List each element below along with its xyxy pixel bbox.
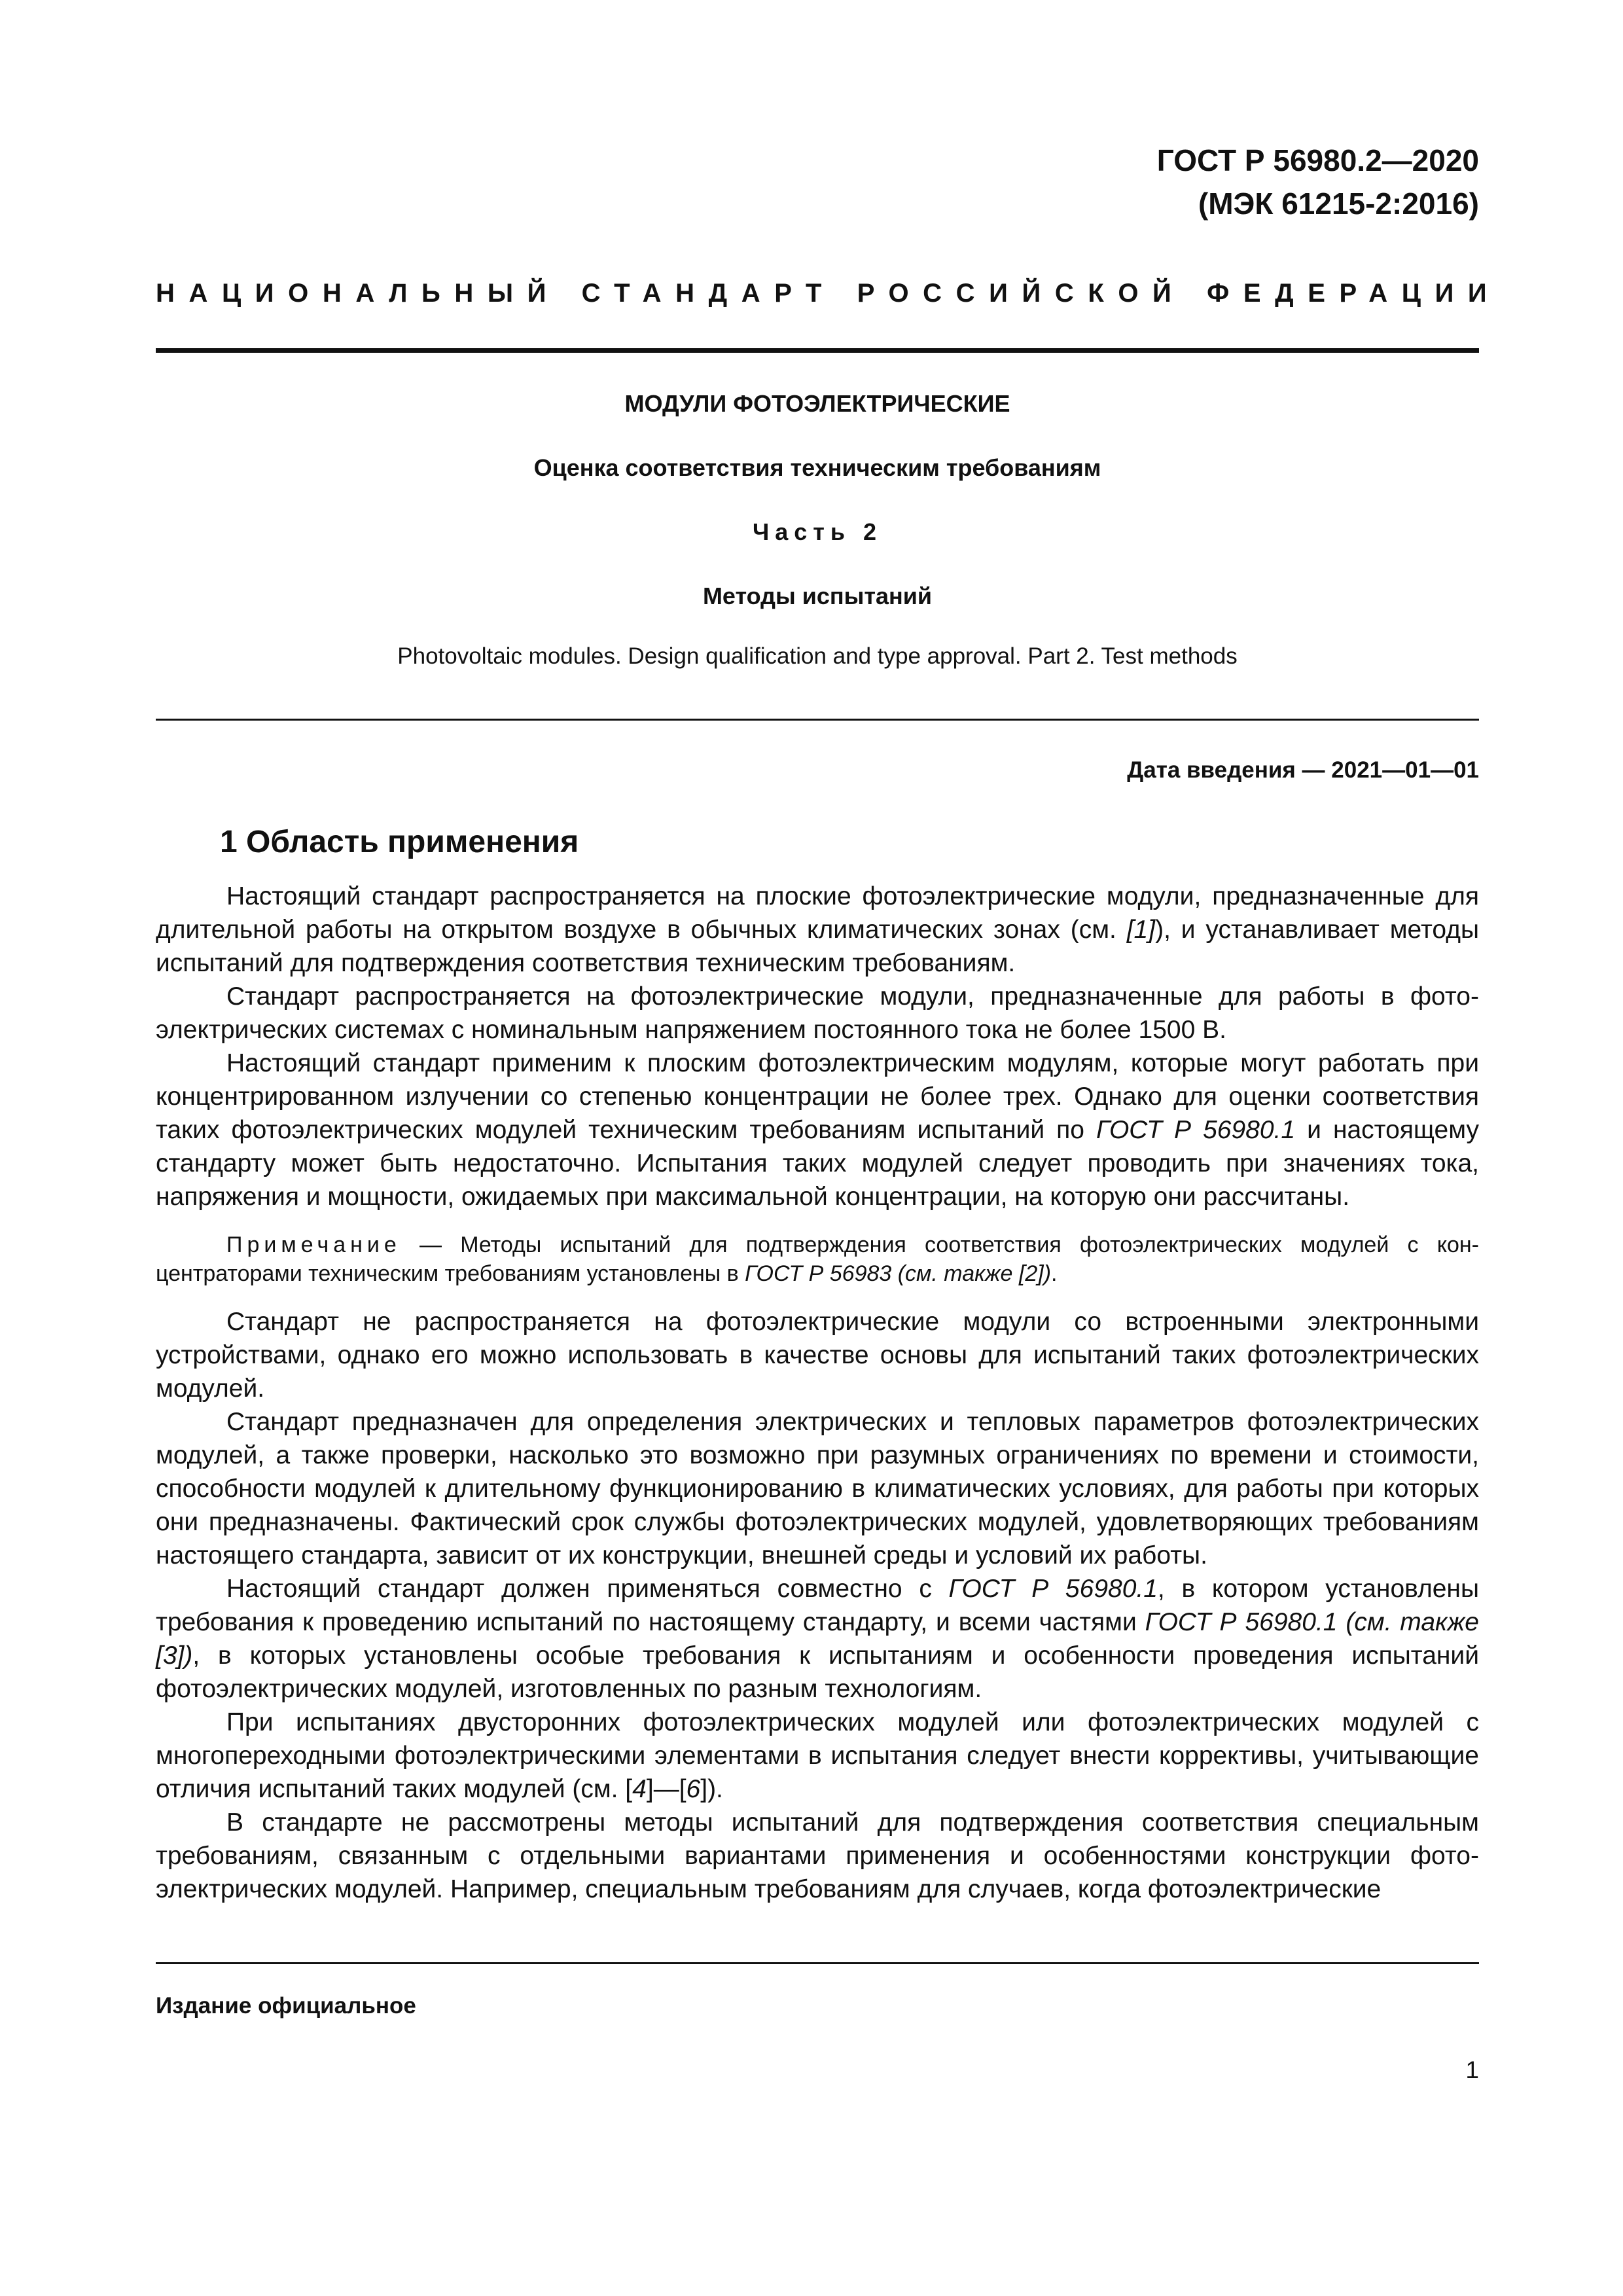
text-span: .	[1051, 1261, 1058, 1286]
paragraph-6	[156, 1572, 1479, 1706]
paragraph-7	[156, 1706, 1479, 1806]
document-methods-title: Методы испытаний	[702, 583, 933, 609]
document-number-gost: ГОСТ Р 56980.2—2020	[1156, 143, 1479, 177]
english-title: Photovoltaic modules. Design qualification and type approval. Part 2. Test methods	[397, 643, 1238, 669]
introduction-date: Дата введения — 2021—01—01	[1127, 757, 1479, 783]
text-span: Настоящий стандарт распространяется на плоские фотоэлектрические модули, предназначенные для длительной работы на открытом воздухе в обычных климатических зонах (см.	[156, 882, 1479, 944]
text-span: ]).	[700, 1775, 723, 1803]
footer-divider	[156, 1962, 1479, 1964]
reference-link: ГОСТ Р 56983 (см. также [2])	[745, 1261, 1052, 1286]
paragraph-5: Стандарт предназначен для определения электрических и тепловых параметров фотоэлектрических модулей, а также проверки, насколько это возможно при разумных ограничениях по времени и стоимости, способности модулей к длительному функционированию в климатических условиях, для работы при которых они предназначены. Фактический срок службы фотоэлектрических модулей, удовлетворяющих требованиям настоящего стандарта, зависит от их конструкции, внешней среды и условий их работы.	[156, 1408, 1479, 1570]
paragraph-4: Стандарт не распространяется на фотоэлектрические модули со встроенными электронными устройствами, однако его можно использовать в качестве основы для испытаний таких фотоэлектрических модулей.	[156, 1308, 1479, 1403]
paragraph-8: В стандарте не рассмотрены методы испытаний для подтверждения соответствия специальным требованиям, связанным с отдельными вариантами применения и особенностями конструкции фотоэлектрических модулей. Например, специальным требованиям для случаев, когда фотоэлектрические	[156, 1808, 1479, 1903]
text-span: ), и устанавливает методы испытаний для подтверждения соответствия техническим требованиям.	[156, 916, 1479, 977]
document-part: Часть 2	[752, 518, 883, 545]
text-span: При испытаниях двусторонних фотоэлектрических модулей или фотоэлектрических модулей с многопереходными фотоэлектрическими элементами в испытания следует внести коррективы, учитывающие отличия испытаний таких модулей (см. [	[156, 1708, 1479, 1803]
title-divider	[156, 719, 1479, 721]
text-span: Настоящий стандарт применим к плоским фотоэлектрическим модулям, которые могут работать при концентрированном излучении со степенью концентрации не более трех. Однако для оценки соответствия таких фотоэлектрических модулей техническим требованиям испытаний по	[156, 1049, 1479, 1144]
title-block	[156, 386, 1479, 674]
text-span: , в котором установлены требования к проведению испытаний по настоящему стандарту, и всеми частями	[156, 1575, 1479, 1636]
text-span: — Методы испытаний для подтверждения соответствия фотоэлектрических модулей с концентраторами техническим требованиям установлены в	[156, 1232, 1479, 1286]
note	[156, 1230, 1479, 1288]
national-standard-heading: НАЦИОНАЛЬНЫЙ СТАНДАРТ РОССИЙСКОЙ ФЕДЕРАЦИИ	[156, 279, 1501, 308]
official-edition-label: Издание официальное	[156, 1993, 416, 2018]
paragraph-1	[156, 880, 1479, 980]
note-label: Примечание	[226, 1232, 401, 1257]
header-divider	[156, 348, 1479, 353]
reference-link: ГОСТ Р 56980.1	[948, 1575, 1158, 1603]
paragraph-2: Стандарт распространяется на фотоэлектрические модули, предназначенные для работы в фотоэлектрических системах с номинальным напряжением постоянного тока не более 1500 В.	[156, 982, 1479, 1044]
document-title: МОДУЛИ ФОТОЭЛЕКТРИЧЕСКИЕ	[624, 390, 1010, 417]
text-span: ]—[	[646, 1775, 687, 1803]
reference-link: ГОСТ Р 56980.1 (см. также [3])	[156, 1608, 1479, 1670]
document-number	[1157, 139, 1479, 225]
text-span: , в которых установлены особые требования к испытаниям и особенности проведения испытаний фотоэлектрических модулей, изготовленных по разным технологиям.	[156, 1641, 1479, 1703]
document-subtitle: Оценка соответствия техническим требованиям	[533, 454, 1101, 481]
reference-link: [1]	[1126, 916, 1156, 944]
reference-link: ГОСТ Р 56980.1	[1096, 1116, 1296, 1144]
text-span: Настоящий стандарт должен применяться совместно с	[226, 1575, 949, 1603]
section-scope	[156, 819, 1479, 1906]
document-number-iec: (МЭК 61215-2:2016)	[1198, 187, 1479, 221]
page-number: 1	[1465, 2056, 1479, 2083]
section-heading: 1 Область применения	[220, 825, 579, 859]
reference-link: 6	[686, 1775, 701, 1803]
reference-link: 4	[632, 1775, 647, 1803]
text-span: и настоящему стандарту может быть недостаточно. Испытания таких модулей следует проводить при значениях тока, напряжения и мощности, ожидаемых при максимальной концентрации, на которую они рассчитаны.	[156, 1116, 1480, 1211]
paragraph-3	[156, 1047, 1479, 1213]
